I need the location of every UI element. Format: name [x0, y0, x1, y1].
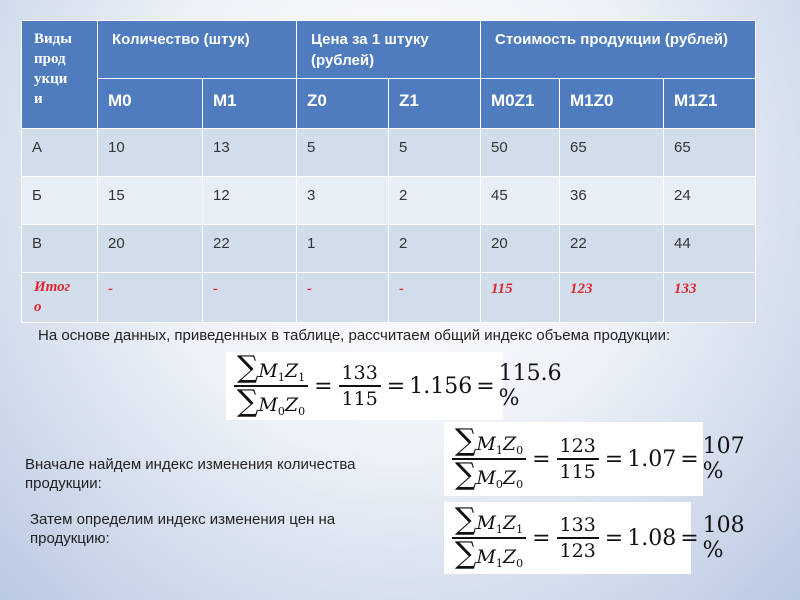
- table-cell: 15: [98, 177, 203, 225]
- table-cell: 50: [481, 129, 560, 177]
- variable: Z: [502, 546, 517, 568]
- row-label-header: Виды прод укци и: [22, 21, 98, 129]
- denominator: [452, 536, 526, 571]
- equals-sign: =: [604, 525, 624, 551]
- equals-sign: =: [680, 525, 699, 551]
- subscript: 0: [495, 478, 503, 491]
- variable: M: [258, 394, 278, 416]
- row-label: В: [22, 225, 98, 273]
- variable: Z: [284, 360, 299, 382]
- subscript: 0: [516, 444, 524, 457]
- table-cell: 5: [297, 129, 389, 177]
- value-fraction: [557, 435, 599, 483]
- index-percent: 115.6 %: [498, 361, 562, 411]
- total-cell: -: [98, 273, 203, 323]
- row-label: А: [22, 129, 98, 177]
- row-label: Б: [22, 177, 98, 225]
- total-row: [22, 273, 756, 323]
- total-label: Итог о: [22, 273, 98, 323]
- table-cell: 45: [481, 177, 560, 225]
- numerator: [452, 423, 526, 460]
- index-result: 1.08: [627, 525, 677, 551]
- subscript: 0: [277, 405, 285, 418]
- numerator: [234, 350, 308, 387]
- variable: M: [476, 546, 496, 568]
- table-cell: 22: [560, 225, 664, 273]
- table-cell: 10: [98, 129, 203, 177]
- subheader-cell: M1Z0: [560, 79, 664, 129]
- numerator: [452, 502, 526, 539]
- equals-sign: =: [532, 446, 551, 472]
- subscript: 1: [516, 523, 524, 536]
- sum-fraction: [452, 423, 526, 492]
- index-percent: 107 %: [702, 434, 745, 484]
- sum-term: [237, 350, 306, 385]
- variable: Z: [284, 394, 299, 416]
- sum-term: [455, 423, 524, 458]
- numerator-value: 133: [339, 362, 381, 387]
- equals-sign: =: [476, 373, 495, 399]
- total-cell: 123: [560, 273, 664, 323]
- sum-term: [455, 457, 524, 492]
- total-cell: -: [389, 273, 481, 323]
- table-cell: 20: [98, 225, 203, 273]
- table-cell: 24: [664, 177, 756, 225]
- variable: M: [476, 512, 496, 534]
- table-cell: 65: [560, 129, 664, 177]
- table-cell: 3: [297, 177, 389, 225]
- sum-symbol: ∑: [455, 536, 477, 571]
- variable: M: [476, 433, 496, 455]
- price-index-text: Затем определим индекс изменения цен на продукцию:: [30, 511, 336, 547]
- table-row: [22, 177, 756, 225]
- data-table: [21, 20, 756, 323]
- sum-term: [455, 536, 524, 571]
- table-row: [22, 225, 756, 273]
- sum-symbol: ∑: [455, 423, 477, 458]
- variable: Z: [502, 467, 517, 489]
- sum-fraction: [452, 502, 526, 571]
- intro-text: На основе данных, приведенных в таблице, рассчитаем общий индекс объема продукции:: [38, 327, 671, 344]
- sum-symbol: ∑: [237, 384, 259, 419]
- price-header: Цена за 1 штуку (рублей): [297, 21, 481, 79]
- table-cell: 13: [203, 129, 297, 177]
- total-cell: 115: [481, 273, 560, 323]
- value-fraction: [557, 514, 599, 562]
- subscript: 1: [495, 444, 503, 457]
- table-cell: 22: [203, 225, 297, 273]
- sum-term: [237, 384, 306, 419]
- denominator: [452, 457, 526, 492]
- quantity-index-text: Вначале найдем индекс изменения количества продукции:: [25, 456, 356, 492]
- total-cell: 133: [664, 273, 756, 323]
- sum-symbol: ∑: [455, 502, 477, 537]
- index-result: 1.156: [409, 373, 473, 399]
- table-cell: 12: [203, 177, 297, 225]
- cost-header: Стоимость продукции (рублей): [481, 21, 756, 79]
- subheader-cell: Z1: [389, 79, 481, 129]
- formula-quantity-index: [444, 422, 745, 496]
- variable: Z: [502, 433, 517, 455]
- subscript: 0: [298, 405, 306, 418]
- index-percent: 108 %: [702, 513, 745, 563]
- table-row: [22, 129, 756, 177]
- equals-sign: =: [604, 446, 624, 472]
- variable: Z: [502, 512, 517, 534]
- sum-term: [455, 502, 524, 537]
- table-cell: 2: [389, 225, 481, 273]
- denominator-value: 115: [341, 388, 378, 410]
- equals-sign: =: [314, 373, 333, 399]
- equals-sign: =: [680, 446, 699, 472]
- table-cell: 36: [560, 177, 664, 225]
- table-cell: 1: [297, 225, 389, 273]
- subheader-cell: M1: [203, 79, 297, 129]
- subheader-cell: M1Z1: [664, 79, 756, 129]
- numerator-value: 123: [557, 435, 599, 460]
- numerator-value: 133: [557, 514, 599, 539]
- table-cell: 44: [664, 225, 756, 273]
- sum-fraction: [234, 350, 308, 419]
- subscript: 1: [298, 371, 306, 384]
- total-cell: -: [203, 273, 297, 323]
- subheader-cell: M0: [98, 79, 203, 129]
- formula-price-index: [444, 502, 745, 574]
- subheader-cell: Z0: [297, 79, 389, 129]
- index-result: 1.07: [627, 446, 677, 472]
- table-cell: 5: [389, 129, 481, 177]
- total-cell: -: [297, 273, 389, 323]
- subscript: 1: [277, 371, 285, 384]
- subscript: 0: [516, 557, 524, 570]
- sum-symbol: ∑: [237, 350, 259, 385]
- denominator-value: 115: [559, 461, 596, 483]
- subscript: 1: [495, 523, 503, 536]
- equals-sign: =: [386, 373, 406, 399]
- table-cell: 2: [389, 177, 481, 225]
- equals-sign: =: [532, 525, 551, 551]
- subscript: 0: [516, 478, 524, 491]
- formula-overall-index: [226, 350, 562, 420]
- variable: M: [476, 467, 496, 489]
- value-fraction: [339, 362, 381, 410]
- sum-symbol: ∑: [455, 457, 477, 492]
- table-cell: 65: [664, 129, 756, 177]
- quantity-header: Количество (штук): [98, 21, 297, 79]
- denominator-value: 123: [559, 540, 596, 562]
- denominator: [234, 384, 308, 419]
- variable: M: [258, 360, 278, 382]
- subscript: 1: [495, 557, 503, 570]
- table-cell: 20: [481, 225, 560, 273]
- subheader-cell: M0Z1: [481, 79, 560, 129]
